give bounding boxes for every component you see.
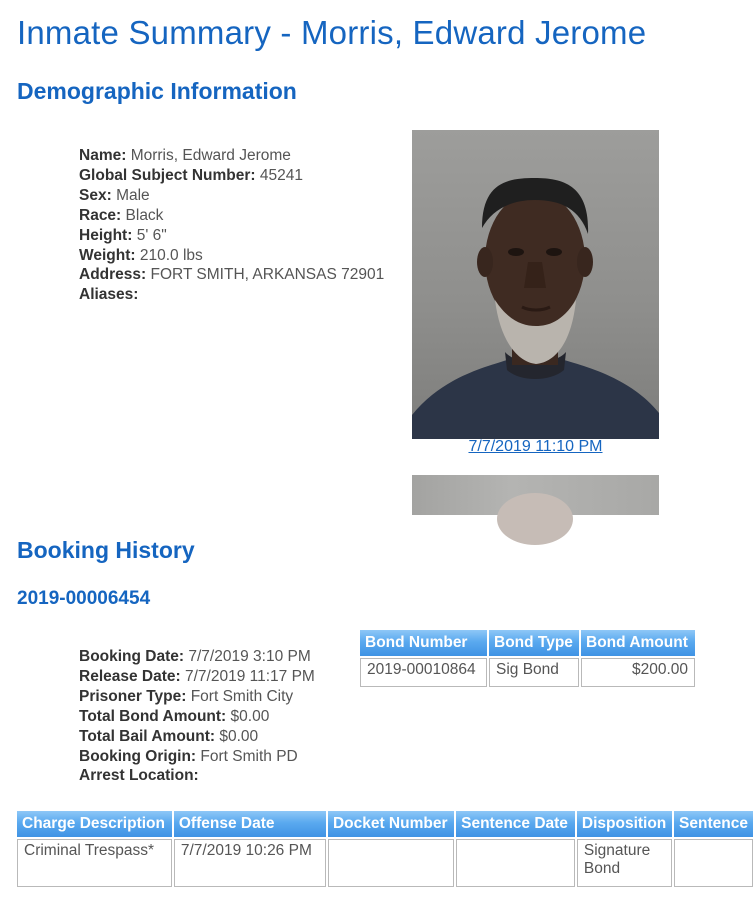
field-label: Prisoner Type: (79, 687, 187, 705)
table-row (360, 658, 695, 687)
column-header-offense-date[interactable]: Offense Date (174, 811, 326, 837)
field-label: Address: (79, 266, 147, 284)
photo-date-link[interactable]: 7/7/2019 11:10 PM (468, 438, 603, 455)
field-value: 5' 6" (136, 226, 167, 244)
field-booking-date (79, 647, 315, 667)
field-total-bond-amount (79, 707, 315, 727)
charge-table-container (15, 809, 748, 899)
column-header-disposition[interactable]: Disposition (577, 811, 672, 837)
field-label: Total Bond Amount: (79, 707, 227, 725)
field-arrest-location (79, 766, 315, 786)
inmate-photo[interactable] (412, 130, 659, 439)
field-label: Global Subject Number: (79, 166, 256, 184)
demographic-heading: Demographic Information (17, 78, 297, 104)
booking-history-heading: Booking History (17, 537, 195, 563)
page-title: Inmate Summary - Morris, Edward Jerome (17, 14, 647, 51)
sentence-cell (674, 839, 753, 887)
field-label: Sex: (79, 186, 112, 204)
field-height (79, 226, 384, 246)
bond-table (358, 628, 697, 689)
field-prisoner-type (79, 687, 315, 707)
portrait-image (412, 475, 659, 515)
column-header-bond-type[interactable]: Bond Type (489, 630, 579, 656)
charge-description-cell: Criminal Trespass* (17, 839, 172, 887)
portrait-image (412, 130, 659, 439)
bond-table-header-row (360, 630, 695, 656)
bond-number-cell: 2019-00010864 (360, 658, 487, 687)
disposition-cell: Signature Bond (577, 839, 672, 887)
field-label: Race: (79, 206, 122, 224)
field-label: Name: (79, 147, 127, 164)
charge-table-header-row (17, 811, 753, 837)
field-label: Height: (79, 226, 133, 244)
field-name (79, 146, 384, 166)
docket-number-cell (328, 839, 454, 887)
column-header-docket-number[interactable]: Docket Number (328, 811, 454, 837)
field-value: 7/7/2019 11:17 PM (184, 667, 315, 685)
field-label: Aliases: (79, 286, 139, 304)
field-value: FORT SMITH, ARKANSAS 72901 (150, 266, 385, 284)
field-value: 7/7/2019 3:10 PM (188, 648, 311, 665)
field-value: Morris, Edward Jerome (130, 147, 291, 164)
field-value: 210.0 lbs (139, 246, 203, 264)
booking-info (79, 647, 315, 786)
bond-amount-cell: $200.00 (581, 658, 695, 687)
field-value: Fort Smith City (190, 687, 294, 705)
column-header-bond-amount[interactable]: Bond Amount (581, 630, 695, 656)
field-label: Total Bail Amount: (79, 727, 216, 745)
field-label: Arrest Location: (79, 767, 199, 785)
booking-number-heading: 2019-00006454 (17, 588, 151, 609)
field-address (79, 265, 384, 285)
column-header-sentence[interactable]: Sentence (674, 811, 753, 837)
field-total-bail-amount (79, 727, 315, 747)
field-sex (79, 186, 384, 206)
field-label: Booking Origin: (79, 747, 197, 765)
field-label: Weight: (79, 246, 136, 264)
field-value: $0.00 (219, 727, 259, 745)
field-value: Black (125, 206, 164, 224)
field-value: Fort Smith PD (200, 747, 298, 765)
column-header-charge-description[interactable]: Charge Description (17, 811, 172, 837)
field-label: Release Date: (79, 667, 181, 685)
charge-table (15, 809, 755, 889)
inmate-photo-secondary[interactable] (412, 475, 659, 515)
field-release-date (79, 667, 315, 687)
field-value: Male (116, 186, 150, 204)
field-booking-origin (79, 747, 315, 767)
offense-date-cell: 7/7/2019 10:26 PM (174, 839, 326, 887)
field-aliases (79, 285, 384, 305)
field-weight (79, 246, 384, 266)
field-value: $0.00 (230, 707, 270, 725)
field-value: 45241 (259, 166, 303, 184)
bond-type-cell: Sig Bond (489, 658, 579, 687)
sentence-date-cell (456, 839, 575, 887)
demographic-info (79, 146, 384, 305)
column-header-bond-number[interactable]: Bond Number (360, 630, 487, 656)
field-global-subject-number (79, 166, 384, 186)
table-row (17, 839, 753, 887)
field-race (79, 206, 384, 226)
column-header-sentence-date[interactable]: Sentence Date (456, 811, 575, 837)
field-label: Booking Date: (79, 648, 185, 665)
